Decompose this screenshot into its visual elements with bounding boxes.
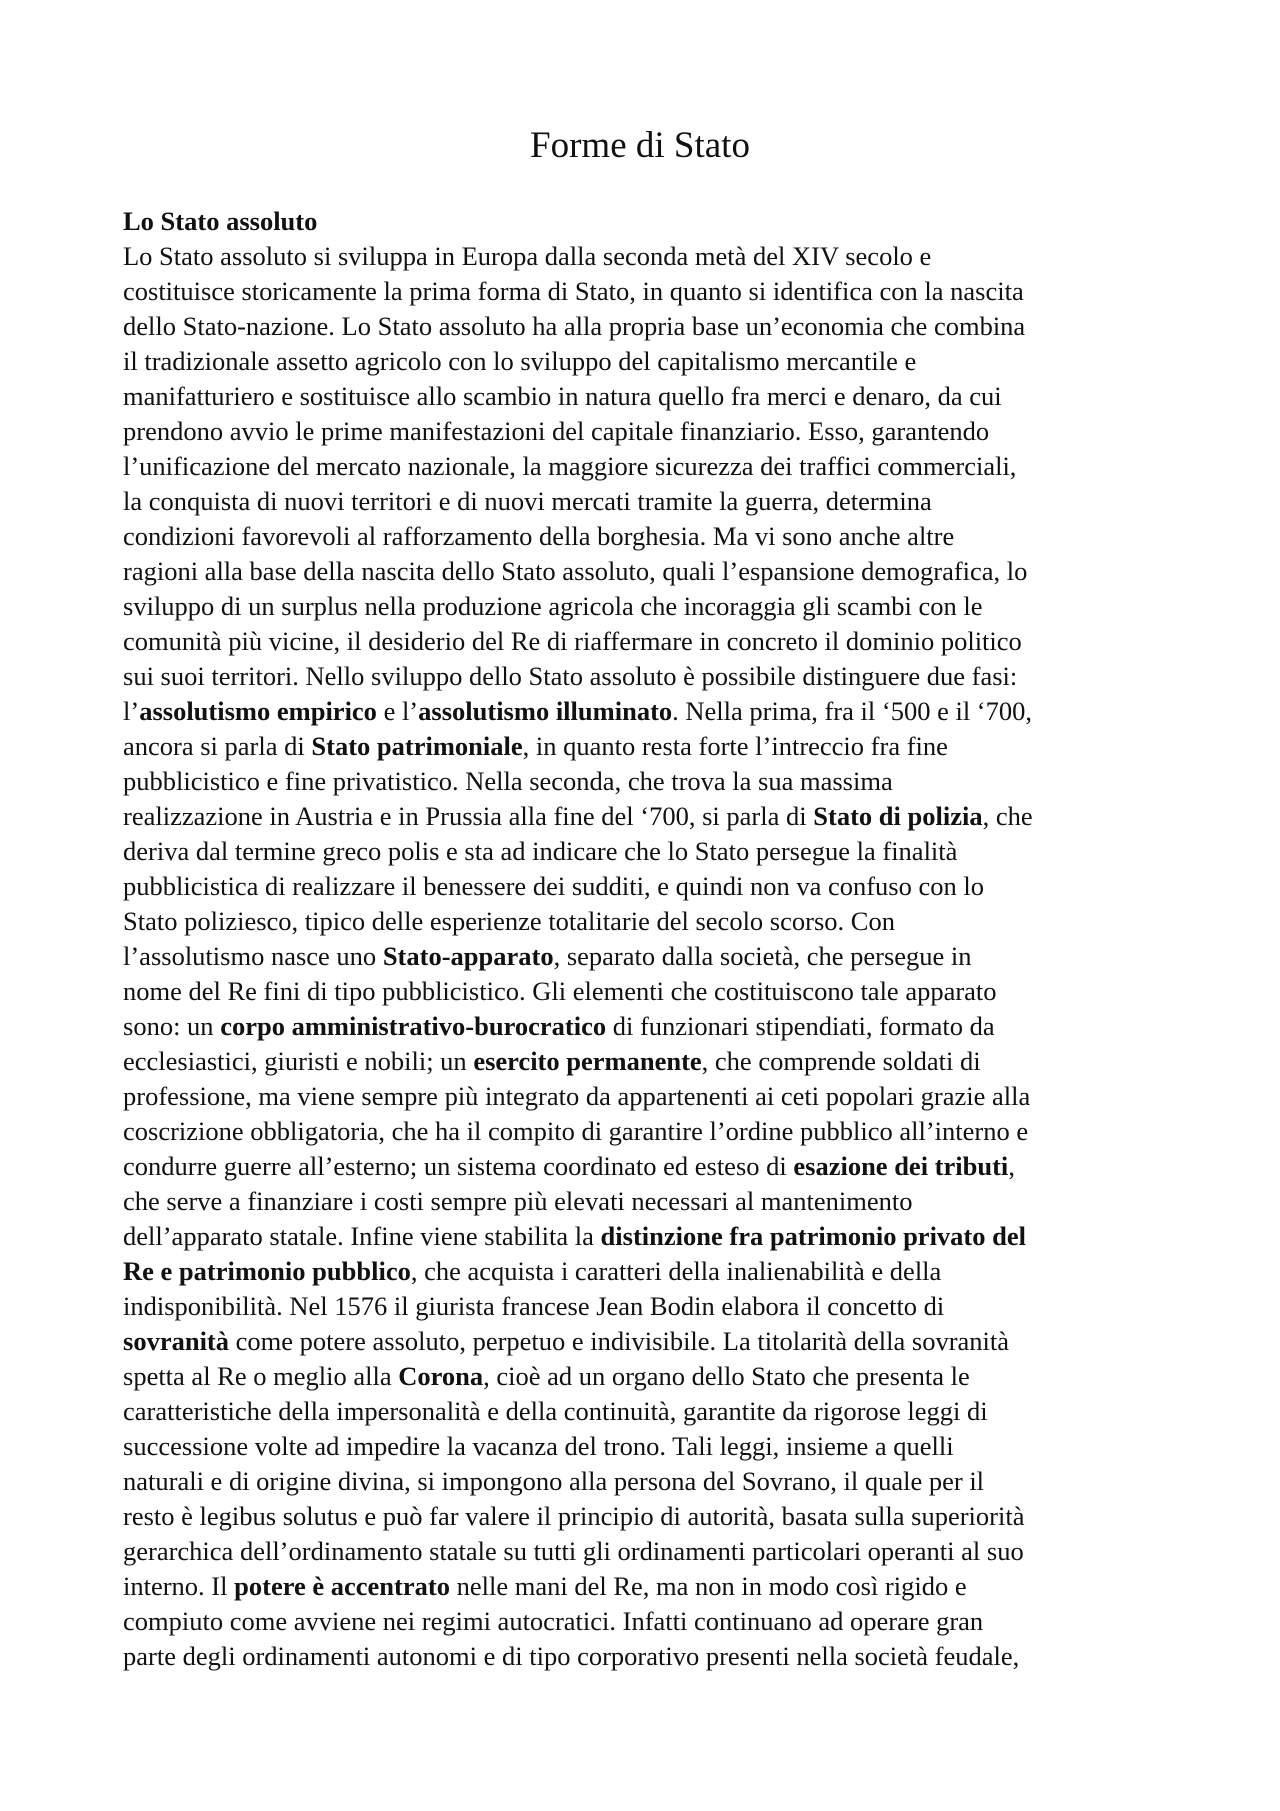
text-run: nelle mani del Re, ma non in modo così rigido e	[449, 1571, 967, 1601]
bold-term: distinzione fra patrimonio privato del	[600, 1221, 1026, 1251]
paragraph-line	[123, 414, 1163, 449]
bold-term: sovranità	[123, 1326, 229, 1356]
text-run: Stato poliziesco, tipico delle esperienze totalitarie del secolo scorso. Con	[123, 906, 895, 936]
paragraph-line	[123, 1219, 1163, 1254]
paragraph-line	[123, 1254, 1163, 1289]
text-run: il tradizionale assetto agricolo con lo sviluppo del capitalismo mercantile e	[123, 346, 917, 376]
text-run: manifatturiero e sostituisce allo scambio in natura quello fra merci e denaro, da cui	[123, 381, 1002, 411]
text-run: parte degli ordinamenti autonomi e di tipo corporativo presenti nella società feudale,	[123, 1641, 1020, 1671]
text-run: ,	[1008, 1151, 1015, 1181]
text-run: , in quanto resta forte l’intreccio fra fine	[522, 731, 948, 761]
paragraph-line	[123, 974, 1163, 1009]
paragraph-line	[123, 1569, 1163, 1604]
paragraph-line	[123, 834, 1163, 869]
text-run: gerarchica dell’ordinamento statale su tutti gli ordinamenti particolari operanti al suo	[123, 1536, 1024, 1566]
paragraph-line	[123, 869, 1163, 904]
paragraph-line	[123, 1149, 1163, 1184]
bold-term: Stato-apparato	[382, 941, 554, 971]
bold-term: Re e patrimonio pubblico	[123, 1256, 411, 1286]
paragraph-line	[123, 484, 1163, 519]
paragraph-line	[123, 589, 1163, 624]
text-run: sono: un	[123, 1011, 221, 1041]
paragraph-line	[123, 799, 1163, 834]
text-run: l’unificazione del mercato nazionale, la maggiore sicurezza dei traffici commerciali,	[123, 451, 1017, 481]
paragraph-line	[123, 1464, 1163, 1499]
text-run: e l’	[376, 696, 419, 726]
paragraph-line	[123, 1604, 1163, 1639]
bold-term: Stato di polizia	[813, 801, 983, 831]
text-run: di funzionari stipendiati, formato da	[606, 1011, 995, 1041]
paragraph-line	[123, 1534, 1163, 1569]
bold-term: assolutismo illuminato	[418, 696, 673, 726]
text-run: sui suoi territori. Nello sviluppo dello Stato assoluto è possibile distinguere due fasi:	[123, 661, 1018, 691]
text-run: pubblicistico e fine privatistico. Nella seconda, che trova la sua massima	[123, 766, 893, 796]
text-run: realizzazione in Austria e in Prussia alla fine del ‘700, si parla di	[123, 801, 814, 831]
paragraph-line	[123, 554, 1163, 589]
paragraph-line	[123, 1184, 1163, 1219]
text-run: che serve a finanziare i costi sempre più elevati necessari al mantenimento	[123, 1186, 913, 1216]
paragraph-line	[123, 274, 1163, 309]
paragraph-line	[123, 379, 1163, 414]
text-run: dell’apparato statale. Infine viene stabilita la	[123, 1221, 601, 1251]
text-run: l’assolutismo nasce uno	[123, 941, 383, 971]
paragraph-line	[123, 1289, 1163, 1324]
paragraph-line	[123, 729, 1163, 764]
bold-term: esazione dei tributi	[793, 1151, 1009, 1181]
section-heading: Lo Stato assoluto	[123, 206, 318, 236]
text-run: deriva dal termine greco polis e sta ad indicare che lo Stato persegue la finalità	[123, 836, 958, 866]
text-run: coscrizione obbligatoria, che ha il compito di garantire l’ordine pubblico all’interno e	[123, 1116, 1029, 1146]
paragraph-line	[123, 1499, 1163, 1534]
text-run: ecclesiastici, giuristi e nobili; un	[123, 1046, 474, 1076]
paragraph-line	[123, 624, 1163, 659]
text-run: costituisce storicamente la prima forma di Stato, in quanto si identifica con la nascita	[123, 276, 1024, 306]
paragraph-line	[123, 1079, 1163, 1114]
text-run: compiuto come avviene nei regimi autocratici. Infatti continuano ad operare gran	[123, 1606, 984, 1636]
bold-term: potere è accentrato	[234, 1571, 450, 1601]
paragraph-line	[123, 659, 1163, 694]
paragraph-line	[123, 904, 1163, 939]
text-run: , cioè ad un organo dello Stato che presenta le	[483, 1361, 970, 1391]
text-run: dello Stato-nazione. Lo Stato assoluto ha alla propria base un’economia che combina	[123, 311, 1026, 341]
text-run: . Nella prima, fra il ‘500 e il ‘700,	[672, 696, 1033, 726]
text-run: spetta al Re o meglio alla	[123, 1361, 399, 1391]
text-run: interno. Il	[123, 1571, 235, 1601]
bold-term: corpo amministrativo-burocratico	[220, 1011, 607, 1041]
text-run: ragioni alla base della nascita dello Stato assoluto, quali l’espansione demografica, lo	[123, 556, 1028, 586]
bold-term: assolutismo empirico	[139, 696, 377, 726]
paragraph-line	[123, 1429, 1163, 1464]
text-run: successione volte ad impedire la vacanza del trono. Tali leggi, insieme a quelli	[123, 1431, 954, 1461]
text-run: Lo Stato assoluto si sviluppa in Europa dalla seconda metà del XIV secolo e	[123, 241, 932, 271]
paragraph-line	[123, 1394, 1163, 1429]
bold-term: Corona	[398, 1361, 484, 1391]
paragraph-line	[123, 309, 1163, 344]
paragraph-line	[123, 1009, 1163, 1044]
section-paragraph	[123, 239, 1163, 1674]
paragraph-line	[123, 1114, 1163, 1149]
text-run: comunità più vicine, il desiderio del Re di riaffermare in concreto il dominio politico	[123, 626, 1022, 656]
text-run: pubblicistica di realizzare il benessere dei sudditi, e quindi non va confuso con lo	[123, 871, 984, 901]
text-run: , che comprende soldati di	[701, 1046, 981, 1076]
document-body	[123, 204, 1163, 1674]
paragraph-line	[123, 449, 1163, 484]
text-run: come potere assoluto, perpetuo e indivisibile. La titolarità della sovranità	[229, 1326, 1010, 1356]
text-run: professione, ma viene sempre più integrato da appartenenti ai ceti popolari grazie alla	[123, 1081, 1031, 1111]
bold-term: Stato patrimoniale	[311, 731, 523, 761]
paragraph-line	[123, 939, 1163, 974]
text-run: resto è legibus solutus e può far valere il principio di autorità, basata sulla superiorità	[123, 1501, 1025, 1531]
paragraph-line	[123, 239, 1163, 274]
paragraph-line	[123, 1324, 1163, 1359]
text-run: l’	[123, 696, 140, 726]
paragraph-line	[123, 1044, 1163, 1079]
paragraph-line	[123, 694, 1163, 729]
text-run: prendono avvio le prime manifestazioni del capitale finanziario. Esso, garantendo	[123, 416, 990, 446]
paragraph-line	[123, 764, 1163, 799]
bold-term: esercito permanente	[473, 1046, 702, 1076]
text-run: , separato dalla società, che persegue in	[553, 941, 972, 971]
document-title: Forme di Stato	[530, 125, 750, 166]
text-run: condizioni favorevoli al rafforzamento della borghesia. Ma vi sono anche altre	[123, 521, 955, 551]
paragraph-line	[123, 1639, 1163, 1674]
text-run: , che	[982, 801, 1033, 831]
paragraph-line	[123, 519, 1163, 554]
text-run: indisponibilità. Nel 1576 il giurista francese Jean Bodin elabora il concetto di	[123, 1291, 945, 1321]
text-run: sviluppo di un surplus nella produzione agricola che incoraggia gli scambi con le	[123, 591, 983, 621]
text-run: ancora si parla di	[123, 731, 312, 761]
text-run: nome del Re fini di tipo pubblicistico. Gli elementi che costituiscono tale apparato	[123, 976, 997, 1006]
text-run: la conquista di nuovi territori e di nuovi mercati tramite la guerra, determina	[123, 486, 932, 516]
paragraph-line	[123, 1359, 1163, 1394]
text-run: condurre guerre all’esterno; un sistema coordinato ed esteso di	[123, 1151, 794, 1181]
paragraph-line	[123, 344, 1163, 379]
text-run: naturali e di origine divina, si impongono alla persona del Sovrano, il quale per il	[123, 1466, 985, 1496]
text-run: , che acquista i caratteri della inalienabilità e della	[410, 1256, 942, 1286]
text-run: caratteristiche della impersonalità e della continuità, garantite da rigorose leggi di	[123, 1396, 988, 1426]
